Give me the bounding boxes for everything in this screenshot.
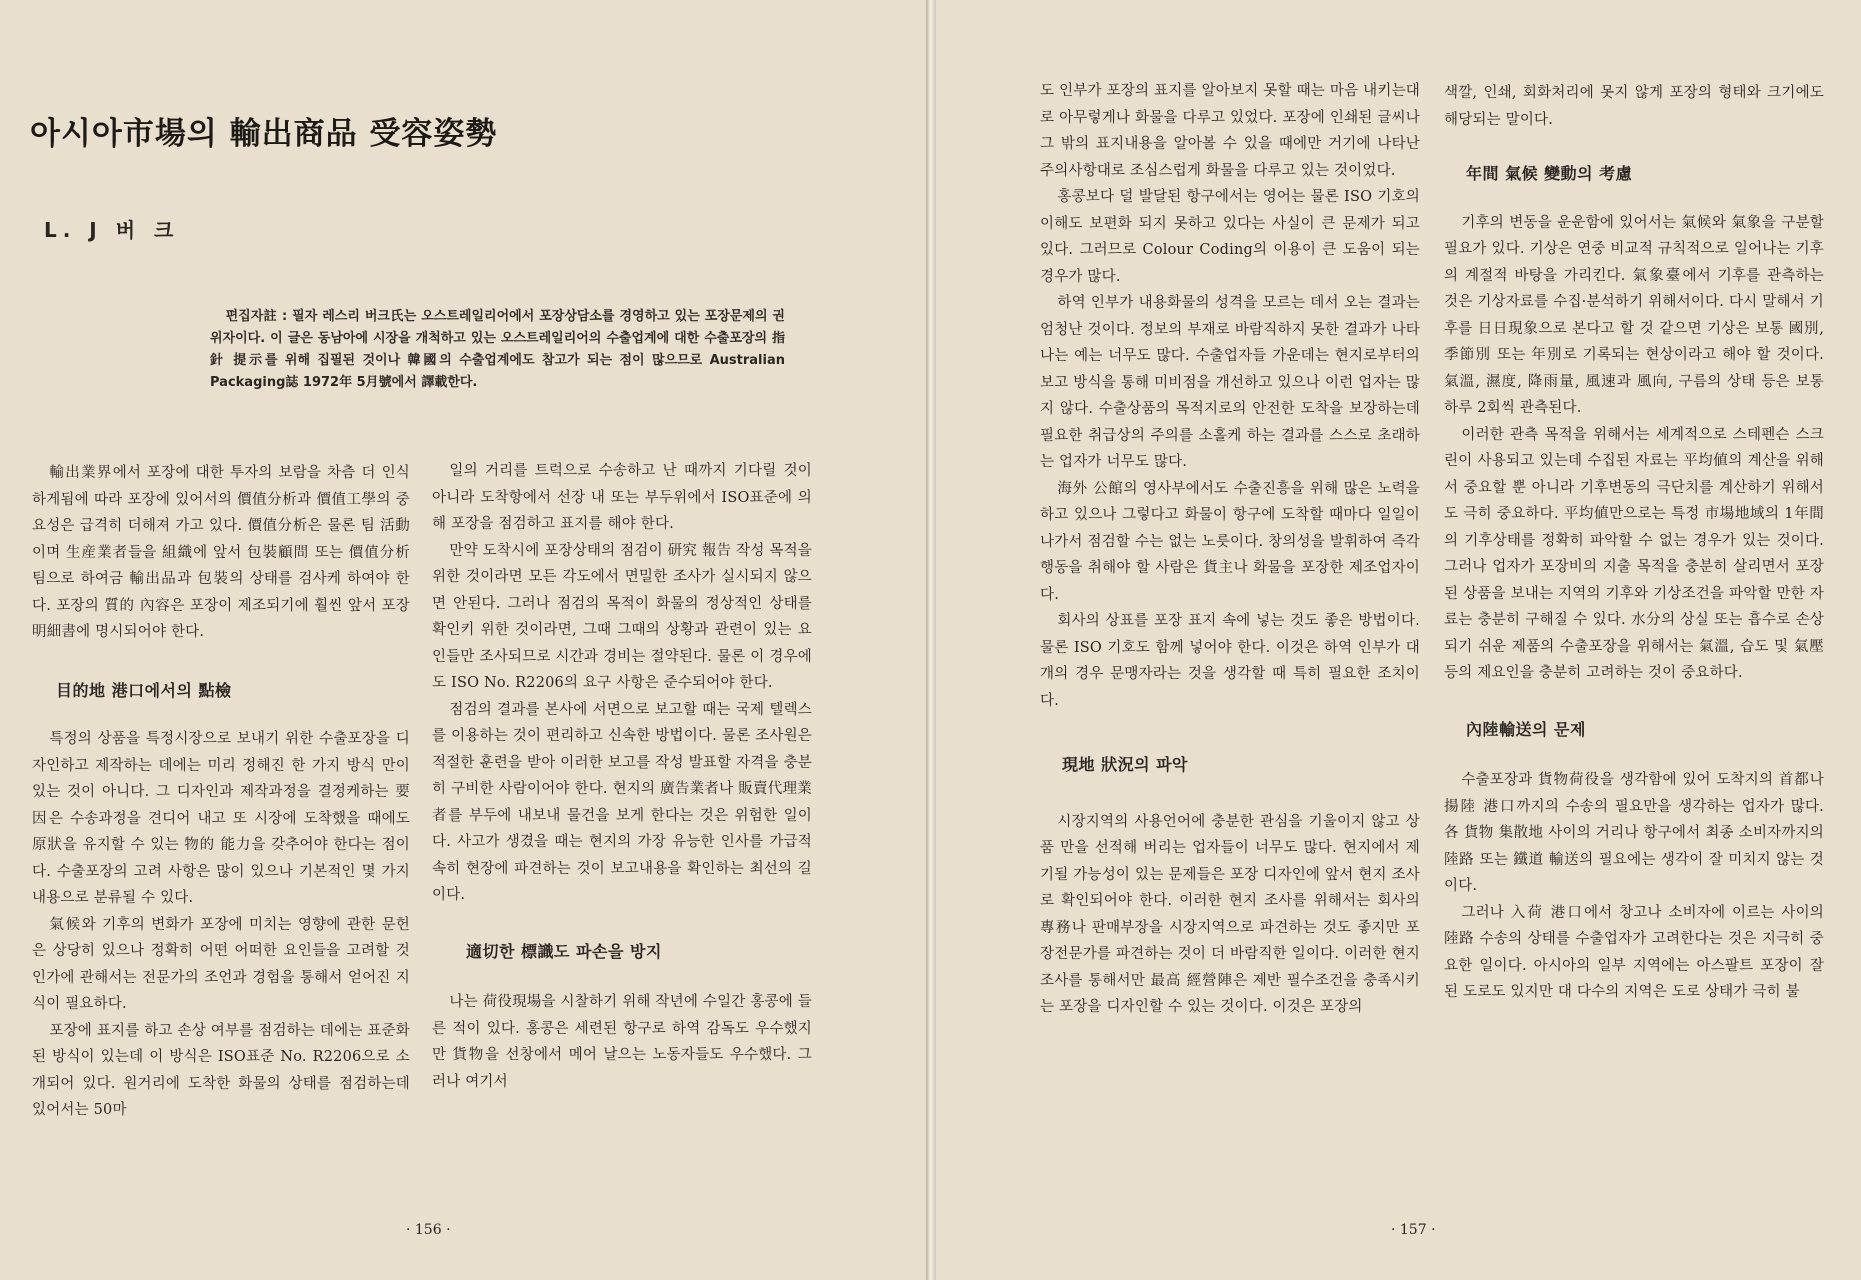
editor-note-text: 편집자註 : 필자 레스리 버크氏는 오스트레일리어에서 포장상담소를 경영하고 있는 포장문제의 권위자이다. 이 글은 동남아에 시장을 개척하고 있는 오스트레일리어의 수출업계에 대한 수출포장의 指針 提示를 위해 집필된 것이나 韓國의 수출업계에도 참고가 되는 점이 많으므로 Australian Packaging誌 1972年 5月號에서 譯載한다. bbox=[210, 309, 785, 390]
article-author: L. J 버 크 bbox=[44, 218, 180, 242]
paragraph: 특정의 상품을 특정시장으로 보내기 위한 수출포장을 디자인하고 제작하는 데에는 미리 정해진 한 가지 방식 만이 있는 것이 아니다. 그 디자인과 제작과정을 결정케하는 要因은 수송과정을 견디어 내고 또 시장에 도착했을 때에도 原狀을 유지할 수 있는 物的 能力을 갖추어야 한다는 점이다. 수출포장의 고려 사항은 많이 있으나 기본적인 몇 가지 내용으로 분류될 수 있다. bbox=[32, 731, 410, 906]
paragraph: 그러나 入荷 港口에서 창고나 소비자에 이르는 사이의 陸路 수송의 상태를 수출업자가 고려한다는 것은 지극히 중요한 일이다. 아시아의 일부 지역에는 아스팔트 포장이 잘 된 도로도 있지만 대 다수의 지역은 도로 상태가 극히 불 bbox=[1444, 904, 1824, 1000]
paragraph: 시장지역의 사용언어에 충분한 관심을 기울이지 않고 상품 만을 선적해 버리는 업자들이 너무도 많다. 현지에서 제기될 가능성이 있는 문제들은 포장 디자인에 앞서 현지 조사로 확인되어야 한다. 이러한 현지 조사를 위해서는 회사의 專務나 판매부장을 시장지역으로 파견하는 것도 좋지만 포장전문가를 파견하는 것이 더 바람직한 일이다. 이러한 현지 조사를 통해서만 最高 經營陣은 제반 필수조건을 충족시키는 포장을 디자인할 수 있는 것이다. 이것은 포장의 bbox=[1040, 813, 1420, 1015]
section-heading-local-situation: 現地 狀況의 파악 bbox=[1062, 755, 1189, 774]
paragraph: 海外 公館의 영사부에서도 수출진흥을 위해 많은 노력을 하고 있으나 그렇다고 화물이 항구에 도착할 때마다 일일이 나가서 점검할 수는 없는 노릇이다. 창의성을 발휘하여 즉각 행동을 취해야 할 사람은 貨主나 화물을 포장한 제조업자이다. bbox=[1040, 480, 1420, 603]
paragraph: 氣候와 기후의 변화가 포장에 미치는 영향에 관한 문헌은 상당히 있으나 정확히 어떤 어떠한 요인들을 고려할 것인가에 관해서는 전문가의 조언과 경험을 통해서 얻어진 지식이 필요하다. bbox=[32, 916, 410, 1012]
right-column-2 bbox=[1444, 80, 1824, 1006]
section-heading-climate: 年間 氣候 變動의 考慮 bbox=[1466, 164, 1633, 183]
article-title: 아시아市場의 輸出商品 受容姿勢 bbox=[30, 116, 498, 152]
left-column-1 bbox=[32, 460, 410, 1124]
paragraph: 홍콩보다 덜 발달된 항구에서는 영어는 물론 ISO 기호의 이해도 보편화 되지 못하고 있다는 사실이 큰 문제가 되고 있다. 그러므로 Colour Coding의 이용이 큰 도움이 되는 경우가 많다. bbox=[1040, 189, 1420, 285]
paragraph: 수출포장과 貨物荷役을 생각함에 있어 도착지의 首都나 揚陸 港口까지의 수송의 필요만을 생각하는 업자가 많다. 各 貨物 集散地 사이의 거리나 항구에서 최종 소비자까지의 陸路 또는 鐵道 輸送의 필요에는 생각이 잘 미치지 않는 것이다. bbox=[1444, 772, 1824, 894]
right-column-1 bbox=[1040, 78, 1420, 1021]
editor-note bbox=[210, 306, 785, 394]
paragraph: 이러한 관측 목적을 위해서는 세계적으로 스테펜슨 스크린이 사용되고 있는데 수집된 자료는 平均値의 계산을 위해서 중요할 뿐 아니라 기후변동의 극단치를 계산하기 위해서도 극히 중요하다. 平均値만으로는 특정 市場地域의 1年間의 기후상태를 정확히 파악할 수 없는 경우가 있는 것이다. 그러나 업자가 포장비의 지출 목적을 충분히 살리면서 포장된 상품을 보내는 지역의 기후와 기상조건을 파악할 만한 자료는 충분히 구해질 수 있다. 水分의 상실 또는 흡수로 손상되기 쉬운 제품의 수출포장을 위해서는 氣溫, 습도 및 氣壓 등의 제요인을 충분히 고려하는 것이 중요하다. bbox=[1444, 426, 1824, 681]
section-heading-inland-transport: 內陸輸送의 문제 bbox=[1466, 719, 1586, 739]
section-heading-inspection: 目的地 港口에서의 點檢 bbox=[56, 680, 232, 700]
intro-paragraph: 輸出業界에서 포장에 대한 투자의 보람을 차츰 더 인식하게됨에 따라 포장에 있어서의 價值分析과 價值工學의 중요성은 급격히 더해져 가고 있다. 價值分析은 물론 팀 活動이며 生産業者들을 組織에 앞서 包裝顧問 또는 價值分析 팀으로 하여금 輸出品과 包裝의 상태를 검사케 하여야 한다. 포장의 質的 內容은 포장이 제조되기에 훨씬 앞서 포장明細書에 명시되어야 한다. bbox=[32, 465, 410, 640]
left-page bbox=[0, 0, 926, 1280]
paragraph: 회사의 상표를 포장 표지 속에 넣는 것도 좋은 방법이다. 물론 ISO 기호도 함께 넣어야 한다. 이것은 하역 인부가 대개의 경우 문맹자라는 것을 생각할 때 특히 필요한 조치이다. bbox=[1040, 613, 1420, 709]
paragraph: 색깔, 인쇄, 회화처리에 못지 않게 포장의 형태와 크기에도 해당되는 말이다. bbox=[1444, 85, 1824, 128]
page-number: · 157 · bbox=[1391, 1222, 1436, 1238]
paragraph: 도 인부가 포장의 표지를 알아보지 못할 때는 마음 내키는대로 아무렇게나 화물을 다루고 있었다. 포장에 인쇄된 글씨나 그 밖의 표지내용을 알아볼 수 있을 때에만 거기에 나타난 주의사항대로 조심스럽게 화물을 다루고 있는 것이었다. bbox=[1040, 83, 1420, 179]
paragraph: 기후의 변동을 운운함에 있어서는 氣候와 氣象을 구분할 필요가 있다. 기상은 연중 비교적 규칙적으로 일어나는 기후의 계절적 바탕을 가리킨다. 氣象臺에서 기후를 관측하는 것은 기상자료를 수집·분석하기 위해서이다. 다시 말해서 기후를 日日現象으로 본다고 할 것 같으면 기상은 보통 國別, 季節別 또는 年別로 기록되는 현상이라고 해야 할 것이다. 氣溫, 濕度, 降雨量, 風速과 風向, 구름의 상태 등은 보통 하루 2회씩 관측된다. bbox=[1444, 214, 1824, 416]
left-column-2 bbox=[432, 458, 812, 1095]
paragraph: 나는 荷役現場을 시찰하기 위해 작년에 수일간 홍콩에 들른 적이 있다. 홍콩은 세련된 항구로 하역 감독도 우수했지만 貨物을 선창에서 메어 날으는 노동자들도 우수했다. 그러나 여기서 bbox=[432, 994, 812, 1090]
paragraph: 하역 인부가 내용화물의 성격을 모르는 데서 오는 결과는 엄청난 것이다. 정보의 부재로 바람직하지 못한 결과가 나타나는 예는 너무도 많다. 수출업자들 가운데는 현지로부터의 보고 방식을 통해 미비점을 개선하고 있으나 이런 업자는 많지 않다. 수출상품의 목적지로의 안전한 도착을 보장하는데 필요한 취급상의 주의를 소홀케 하는 결과를 스스로 초래하는 업자가 너무도 많다. bbox=[1040, 295, 1420, 470]
paragraph: 포장에 표지를 하고 손상 여부를 점검하는 데에는 표준화된 방식이 있는데 이 방식은 ISO표준 No. R2206으로 소개되어 있다. 원거리에 도착한 화물의 상태를 점검하는데 있어서는 50마 bbox=[32, 1022, 410, 1118]
paragraph: 일의 거리를 트럭으로 수송하고 난 때까지 기다릴 것이 아니라 도착항에서 선장 내 또는 부두위에서 ISO표준에 의해 포장을 점검하고 표지를 해야 한다. bbox=[432, 463, 812, 532]
paragraph: 만약 도착시에 포장상태의 점검이 研究 報告 작성 목적을 위한 것이라면 모든 각도에서 면밀한 조사가 실시되지 않으면 안된다. 그러나 점검의 목적이 화물의 정상적인 상태를 확인키 위한 것이라면, 그때 그때의 상황과 관련이 있는 요인들만 조사되므로 시간과 경비는 절약된다. 물론 이 경우에도 ISO No. R2206의 요구 사항은 준수되어야 한다. bbox=[432, 542, 812, 691]
paragraph: 점검의 결과를 본사에 서면으로 보고할 때는 국제 텔렉스를 이용하는 것이 편리하고 신속한 방법이다. 물론 조사원은 적절한 훈련을 받아 이러한 보고를 작성 발표할 자격을 충분히 구비한 사람이어야 한다. 현지의 廣告業者나 販賣代理業者를 부두에 내보내 물건을 보게 한다는 것은 위험한 일이다. 사고가 생겼을 때는 현지의 가장 유능한 인사를 가급적 속히 현장에 파견하는 것이 보고내용을 확인하는 최선의 길이다. bbox=[432, 701, 812, 903]
page-number: · 156 · bbox=[406, 1222, 451, 1238]
section-heading-labeling: 適切한 標識도 파손을 방지 bbox=[466, 941, 662, 961]
book-gutter bbox=[926, 0, 936, 1280]
right-page bbox=[936, 0, 1861, 1280]
